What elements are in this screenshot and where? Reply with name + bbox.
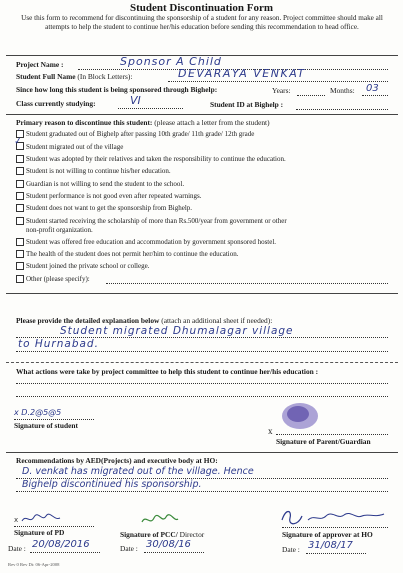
approver-date-value[interactable]: 31/08/17 [308,540,353,551]
approver-signature-line [282,527,388,528]
years-label: Years: [272,86,291,95]
divider [6,114,398,115]
months-label: Months: [330,86,355,95]
student-name-value[interactable]: DEVARAYA VENKAT [178,67,306,80]
reason-checkbox[interactable] [16,275,24,283]
reason-checkbox[interactable] [16,217,24,225]
guardian-signature-line [276,434,388,435]
recommendation-rule [16,491,388,492]
reason-checkbox[interactable] [16,250,24,258]
explanation-line-2[interactable]: to Hurnabad. [18,338,99,350]
pcc-date-line [144,552,204,553]
pd-date-value[interactable]: 20/08/2016 [32,539,90,550]
pd-date-line [30,552,100,553]
since-label: Since how long this student is being sponsored through Bighelp: [16,85,218,94]
project-name-value[interactable]: Sponsor A Child [120,55,222,68]
reason-item: Student graduated out of Bighelp after passing 10th grade/ 11th grade/ 12th grade [26,130,255,138]
months-value[interactable]: 03 [366,83,379,94]
form-footer: Rev 0 Rev Dt: 06-Apr-2008 [8,562,60,567]
student-name-line [168,81,388,82]
reason-item: Student is not willing to continue his/her education. [26,167,171,175]
pcc-signature [140,512,180,528]
reason-item: Guardian is not willing to send the student to the school. [26,180,185,188]
recommendation-line-1[interactable]: D. venkat has migrated out of the village. Hence [22,466,254,477]
years-line [297,95,325,96]
reason-item: Student does not want to get the sponsorship from Bighelp. [26,204,193,212]
explanation-line-1[interactable]: Student migrated Dhumalagar village [60,325,294,337]
pcc-date-value[interactable]: 30/08/16 [146,539,191,550]
divider [6,362,398,363]
pcc-date-label: Date : [120,544,138,553]
class-line [118,108,183,109]
reason-checkbox[interactable] [16,262,24,270]
pd-signature-line [14,526,94,527]
recommendation-line-2[interactable]: Bighelp discontinued his sponsorship. [22,479,202,490]
actions-label: What actions were take by project committee to help this student to continue her/his education : [16,367,319,376]
pd-signature [14,512,64,526]
reason-checkbox[interactable] [16,204,24,212]
pd-signature-label: Signature of PD [14,528,65,537]
reason-item: Student was adopted by their relatives and taken the responsibility to continue the education. [26,155,286,163]
project-name-label: Project Name : [16,60,64,69]
approver-signature-label: Signature of approver at HO [282,530,373,539]
reason-checkbox[interactable] [16,155,24,163]
reason-item: Student migrated out of the village [26,143,124,151]
pcc-signature-label: Signature of PCC/ Director [120,530,205,539]
pd-date-label: Date : [8,544,26,553]
check-mark-icon: ✓ [13,135,24,148]
form-title: Student Discontinuation Form [129,2,274,14]
student-signature-line [14,419,94,420]
student-name-label: Student Full Name (In Block Letters): [16,72,133,81]
reason-checkbox[interactable] [16,192,24,200]
reason-checkbox[interactable] [16,238,24,246]
guardian-thumbprint [270,398,330,434]
svg-text:x: x [14,516,19,524]
student-id-label: Student ID at Bighelp : [210,100,284,109]
reason-item-continued: non-profit organization. [26,226,93,234]
actions-rule [16,396,388,397]
explanation-rule [16,351,388,352]
explanation-label: Please provide the detailed explanation below (attach an additional sheet if needed): [16,316,273,325]
reasons-heading: Primary reason to discontinue this student: (please attach a letter from the student) [16,118,270,127]
recommendations-label: Recommendations by AED(Projects) and executive body at HO: [16,456,218,465]
other-line [106,283,388,284]
actions-rule [16,383,388,384]
approver-signature [278,506,388,528]
reason-item: Student started receiving the scholarship of more than Rs.500/year from government or other [26,217,287,225]
approver-date-label: Date : [282,545,300,554]
divider [6,293,398,294]
months-line [362,95,388,96]
class-label: Class currently studying: [16,99,96,108]
divider [6,452,398,453]
student-id-line [296,109,388,110]
reason-checkbox[interactable] [16,180,24,188]
reason-item: The health of the student does not permit her/him to continue the education. [26,250,239,258]
student-signature-label: Signature of student [14,421,78,430]
reason-item: Student was offered free education and accommodation by government sponsored hostel. [26,238,277,246]
guardian-x-mark: x [268,426,273,436]
class-value[interactable]: VI [130,94,141,107]
reason-checkbox[interactable] [16,167,24,175]
form-intro: Use this form to recommend for discontinuing the sponsorship of a student for any reason. Project committee should make all attempts to help the student to continue her/his education before sending this recommendation to head office. [21,14,383,31]
approver-date-line [306,553,366,554]
student-signature-mark[interactable]: x D.2@5@5 [14,408,62,417]
reason-item: Other (please specify): [26,275,90,283]
guardian-signature-label: Signature of Parent/Guardian [276,437,371,446]
reason-item: Student joined the private school or college. [26,262,150,270]
reason-item: Student performance is not good even after repeated warnings. [26,192,202,200]
